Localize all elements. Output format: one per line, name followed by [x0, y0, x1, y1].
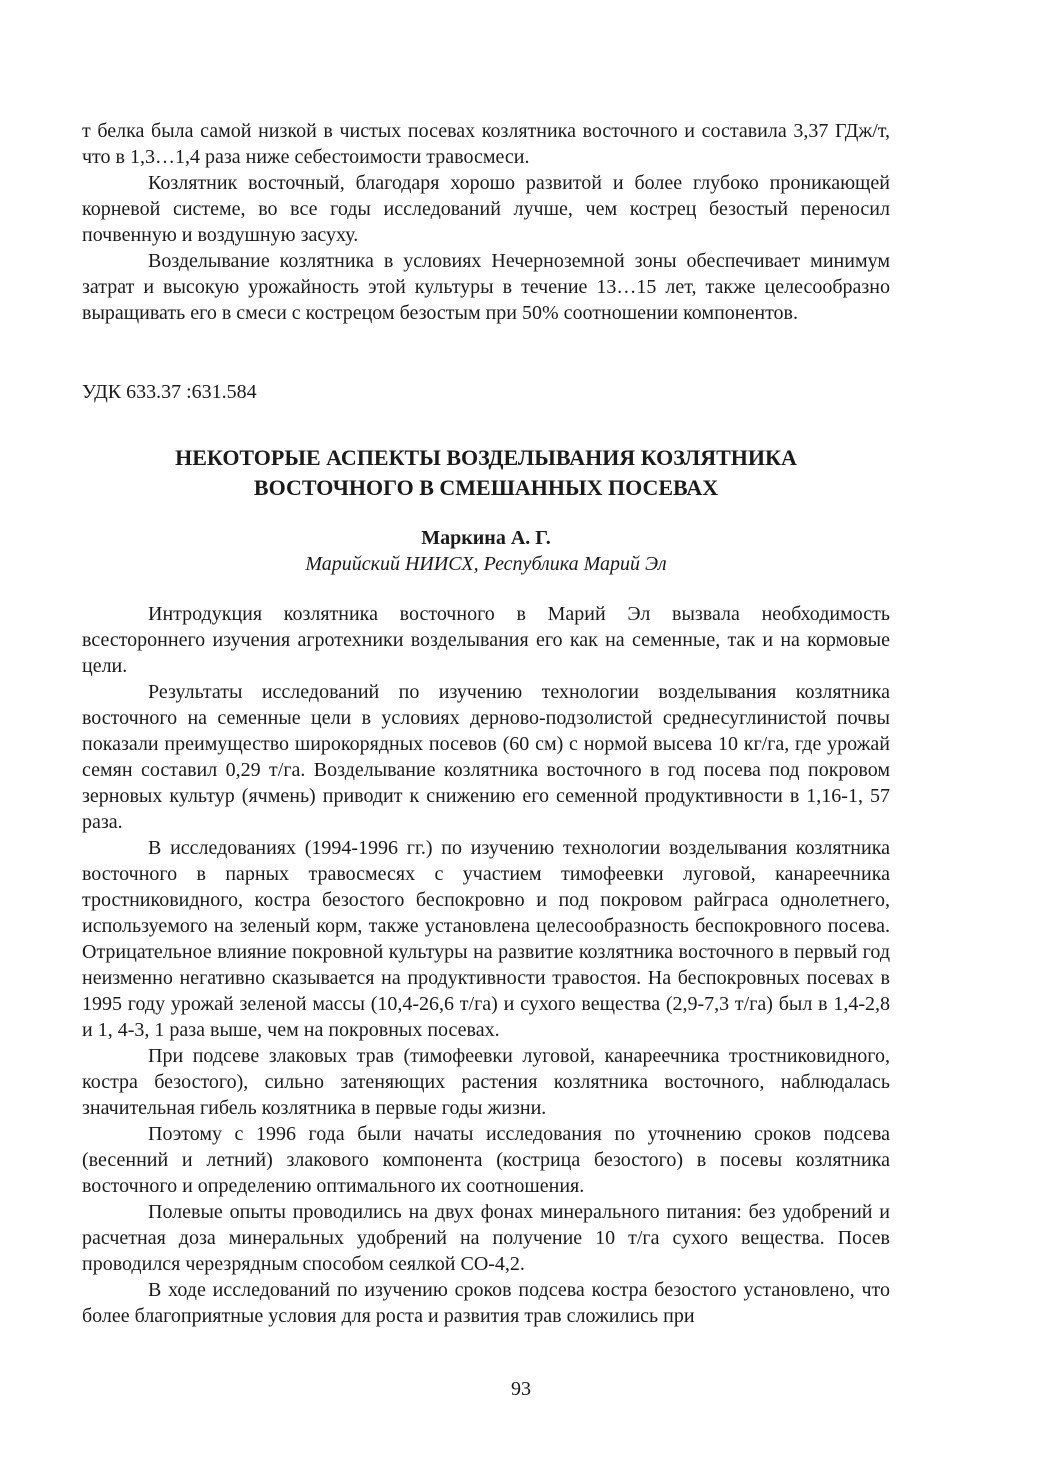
- article-paragraph: В ходе исследований по изучению сроков подсева костра безостого установлено, что более благоприятные условия для роста и развития трав сложились при: [82, 1279, 890, 1327]
- article-paragraph: В исследованиях (1994-1996 гг.) по изучению технологии возделывания козлятника восточного в парных травосмесях с участием тимофеевки луговой, канареечника тростниковидного, костра безостого беспокровно и под покровом райграса однолетнего, используемого на зеленый корм, также установлена целесообразность беспокровного посева. Отрицательное влияние покровной культуры на развитие козлятника восточного в первый год неизменно негативно сказывается на продуктивности травостоя. На беспокровных посевах в 1995 году урожай зеленой массы (10,4-26,6 т/га) и сухого вещества (2,9-7,3 т/га) был в 1,4-2,8 и 1, 4-3, 1 раза выше, чем на покровных посевах.: [82, 837, 890, 1041]
- article-paragraph: При подсеве злаковых трав (тимофеевки луговой, канареечника тростниковидного, костра безостого), сильно затеняющих растения козлятника восточного, наблюдалась значительная гибель козлятника в первые годы жизни.: [82, 1045, 890, 1119]
- prev-article-paragraph: Козлятник восточный, благодаря хорошо развитой и более глубоко проникающей корневой системе, во все годы исследований лучше, чем кострец безостый переносил почвенную и воздушную засуху.: [82, 172, 890, 246]
- article-title-line: НЕКОТОРЫЕ АСПЕКТЫ ВОЗДЕЛЫВАНИЯ КОЗЛЯТНИКА: [175, 445, 797, 470]
- page-body: [82, 118, 890, 1329]
- page-number: 93: [511, 1378, 531, 1400]
- article-body: [82, 601, 890, 1329]
- article-affiliation: Марийский НИИСХ, Республика Марий Эл: [305, 553, 667, 575]
- article-paragraph: Интродукция козлятника восточного в Марий Эл вызвала необходимость всестороннего изучения агротехники возделывания его как на семенные, так и на кормовые цели.: [82, 603, 890, 677]
- article-title-line: ВОСТОЧНОГО В СМЕШАННЫХ ПОСЕВАХ: [253, 475, 719, 500]
- article-paragraph: Поэтому с 1996 года были начаты исследования по уточнению сроков подсева (весенний и летний) злакового компонента (кострица безостого) в посевы козлятника восточного и определению оптимального их соотношения.: [82, 1123, 890, 1197]
- article-title: [82, 443, 890, 503]
- article-paragraph: Полевые опыты проводились на двух фонах минерального питания: без удобрений и расчетная доза минеральных удобрений на получение 10 т/га сухого вещества. Посев проводился черезрядным способом сеялкой СО-4,2.: [82, 1201, 890, 1275]
- article-paragraph: Результаты исследований по изучению технологии возделывания козлятника восточного на семенные цели в условиях дерново-подзолистой среднесуглинистой почвы показали преимущество широкорядных посевов (60 см) с нормой высева 10 кг/га, где урожай семян составил 0,29 т/га. Возделывание козлятника восточного в год посева под покровом зерновых культур (ячмень) приводит к снижению его семенной продуктивности в 1,16-1, 57 раза.: [82, 681, 890, 833]
- prev-article-paragraph: Возделывание козлятника в условиях Нечерноземной зоны обеспечивает минимум затрат и высокую урожайность этой культуры в течение 13…15 лет, также целесообразно выращивать его в смеси с кострецом безостым при 50% соотношении компонентов.: [82, 250, 890, 324]
- prev-article-paragraph: т белка была самой низкой в чистых посевах козлятника восточного и составила 3,37 ГДж/т, что в 1,3…1,4 раза ниже себестоимости травосмеси.: [82, 120, 890, 168]
- article-author: Маркина А. Г.: [421, 527, 551, 549]
- udc-code: УДК 633.37 :631.584: [82, 381, 257, 403]
